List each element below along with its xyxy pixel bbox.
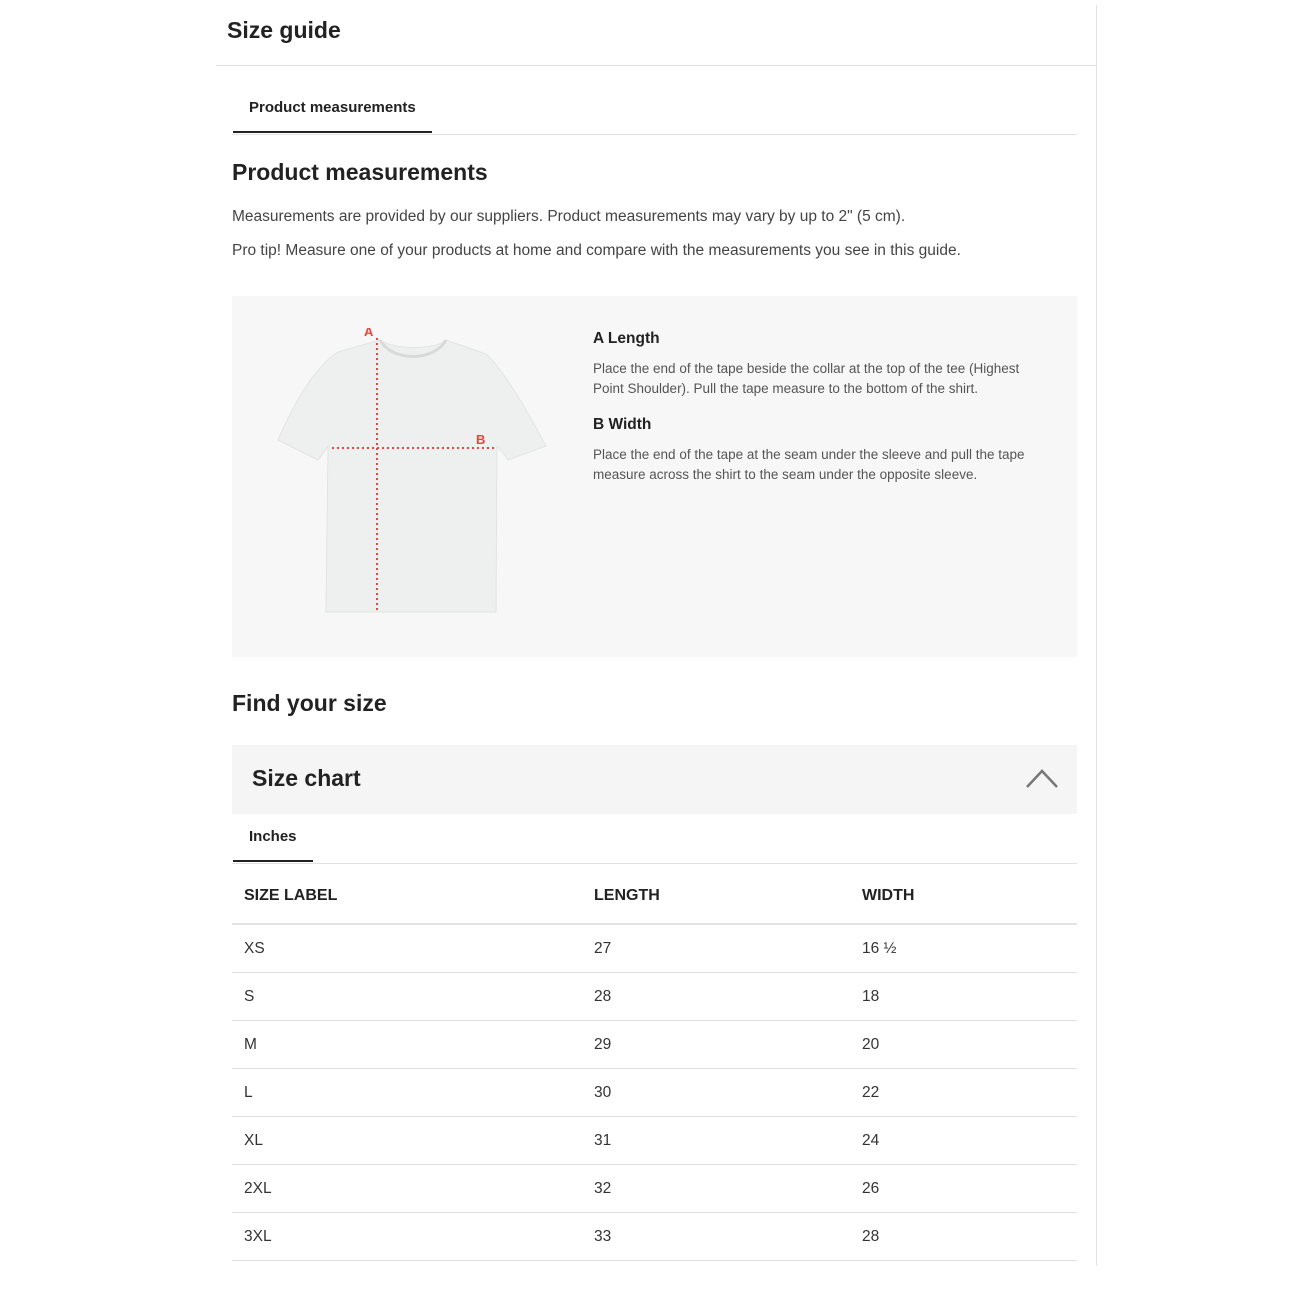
- cell-width: 18: [850, 973, 1077, 1021]
- length-description: Place the end of the tape beside the collar at the top of the tee (Highest Point Shoulder). Pull the tape measure to the bottom of the shirt.: [593, 361, 1020, 396]
- table-row: [232, 1021, 1077, 1069]
- find-size-heading: Find your size: [232, 690, 387, 716]
- intro-paragraph: Measurements are provided by our suppliers. Product measurements may vary by up to 2" (5 cm).: [232, 208, 906, 225]
- cell-length: 28: [582, 973, 850, 1021]
- cell-size: L: [232, 1069, 582, 1117]
- cell-length: 27: [582, 924, 850, 973]
- cell-length: 33: [582, 1213, 850, 1261]
- tshirt-shape: [278, 340, 546, 612]
- cell-length: 32: [582, 1165, 850, 1213]
- cell-length: 29: [582, 1021, 850, 1069]
- cell-size: XS: [232, 924, 582, 973]
- tshirt-diagram: [276, 328, 556, 618]
- size-chart-accordion[interactable]: [232, 745, 1077, 814]
- column-header-size-label: SIZE LABEL: [232, 869, 582, 924]
- cell-size: 3XL: [232, 1213, 582, 1261]
- table-row: [232, 1117, 1077, 1165]
- cell-width: 28: [850, 1213, 1077, 1261]
- page-title: Size guide: [227, 17, 341, 43]
- cell-width: 22: [850, 1069, 1077, 1117]
- cell-width: 20: [850, 1021, 1077, 1069]
- table-header-row: [232, 869, 1077, 924]
- measurement-box: [232, 296, 1077, 657]
- pro-tip-paragraph: Pro tip! Measure one of your products at home and compare with the measurements you see in this guide.: [232, 242, 961, 259]
- table-row: [232, 924, 1077, 973]
- tab-inches[interactable]: Inches: [233, 815, 313, 862]
- cell-size: M: [232, 1021, 582, 1069]
- cell-width: 26: [850, 1165, 1077, 1213]
- cell-length: 30: [582, 1069, 850, 1117]
- section-heading: Product measurements: [232, 159, 488, 185]
- unit-tabs: [232, 815, 1077, 864]
- table-row: [232, 1213, 1077, 1261]
- cell-size: S: [232, 973, 582, 1021]
- table-row: [232, 973, 1077, 1021]
- cell-size: 2XL: [232, 1165, 582, 1213]
- cell-width: 16 ½: [850, 924, 1077, 973]
- size-guide-panel: [216, 5, 1097, 1266]
- label-a: A: [364, 328, 374, 339]
- table-row: [232, 1165, 1077, 1213]
- size-table: [232, 869, 1077, 1261]
- cell-length: 31: [582, 1117, 850, 1165]
- length-label: A Length: [593, 330, 660, 347]
- column-header-width: WIDTH: [850, 869, 1077, 924]
- size-guide-header: [216, 5, 1096, 66]
- cell-width: 24: [850, 1117, 1077, 1165]
- table-row: [232, 1069, 1077, 1117]
- width-description: Place the end of the tape at the seam under the sleeve and pull the tape measure across the shirt to the seam under the opposite sleeve.: [593, 447, 1025, 482]
- width-label: B Width: [593, 416, 652, 433]
- tab-bar: [232, 65, 1077, 135]
- cell-size: XL: [232, 1117, 582, 1165]
- column-header-length: LENGTH: [582, 869, 850, 924]
- chevron-up-icon[interactable]: [1025, 767, 1059, 789]
- size-chart-title: Size chart: [252, 765, 361, 791]
- tab-product-measurements[interactable]: Product measurements: [233, 65, 432, 133]
- label-b: B: [476, 432, 486, 447]
